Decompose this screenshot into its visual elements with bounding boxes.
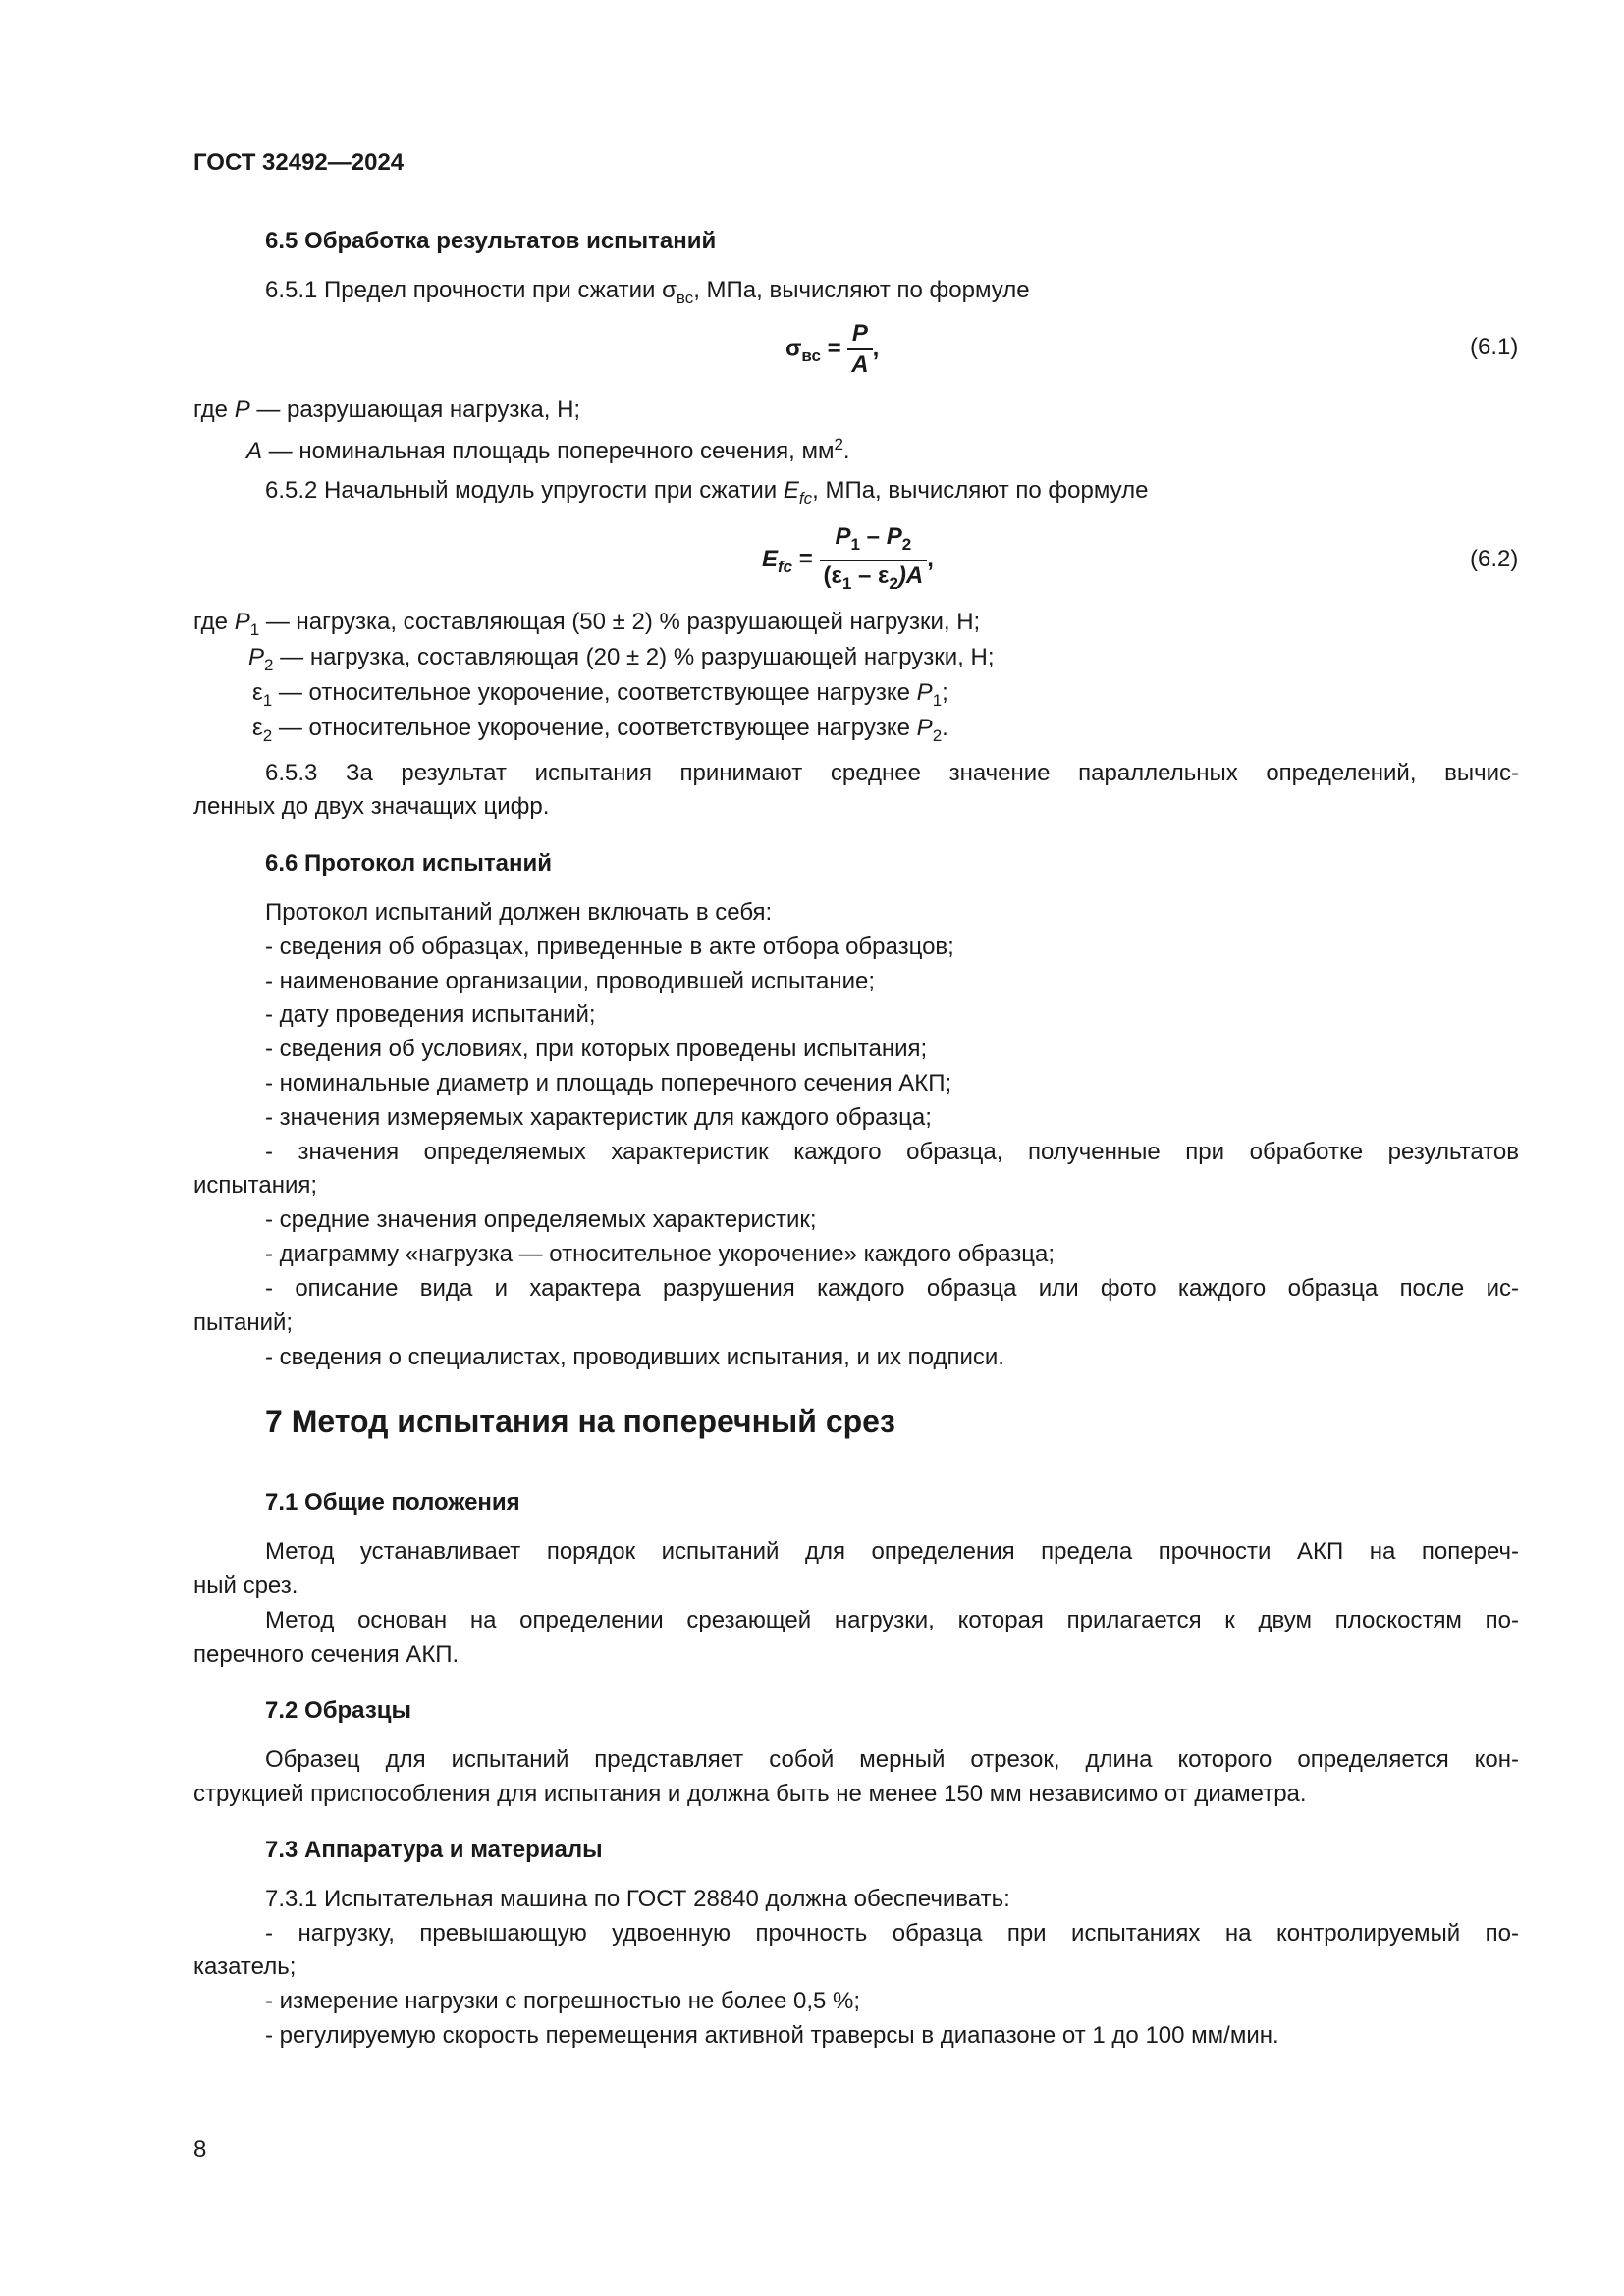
section-7-3-title: 7.3 Аппаратура и материалы [265,1837,603,1863]
section-7-1-title: 7.1 Общие положения [265,1489,520,1516]
where-e1: $\varepsilon_1$ — относительное укорочение, соответствующее нагрузке $P_1$; [252,679,948,710]
list-item: - сведения об образцах, приведенные в акте отбора образцов; [265,934,954,960]
paragraph-7-2-line1: Образец для испытаний представляет собой мерный отрезок, длина которого определяется кон- [265,1746,1519,1773]
paragraph-6-5-3-line1: 6.5.3 За результат испытания принимают среднее значение параллельных определений, вычис- [265,760,1519,786]
paragraph-6-5-3-line2: ленных до двух значащих цифр. [193,793,550,820]
where-p: где P — разрушающая нагрузка, Н; [193,397,581,423]
section-6-5-title: 6.5 Обработка результатов испытаний [265,228,717,254]
list-item: - измерение нагрузки с погрешностью не более 0,5 %; [265,1988,861,2014]
list-item-continuation: пытаний; [193,1309,294,1336]
list-item: - значения измеряемых характеристик для каждого образца; [265,1104,932,1131]
paragraph-7-3-1: 7.3.1 Испытательная машина по ГОСТ 28840 должна обеспечивать: [265,1886,1010,1912]
formula-6-2: $E_{fc}$ = $\frac{P_1 - P_2}{(\varepsilon_1 - \varepsilon_2)A}$ , [762,523,934,598]
section-7-2-title: 7.2 Образцы [265,1697,412,1724]
section-7-title: 7 Метод испытания на поперечный срез [265,1404,895,1439]
document-header: ГОСТ 32492—2024 [193,149,405,176]
list-item-continuation: испытания; [193,1172,318,1199]
formula-6-1: $\sigma_{вс}$ = $\frac{P}{A}$ , [785,320,880,378]
list-item: - средние значения определяемых характеристик; [265,1206,817,1233]
paragraph-6-5-2: 6.5.2 Начальный модуль упругости при сжатии $E_{fc}$, МПа, вычисляют по формуле [265,477,1149,507]
paragraph-7-1-line1: Метод устанавливает порядок испытаний для определения предела прочности АКП на попереч- [265,1538,1519,1565]
paragraph-7-1b-line2: перечного сечения АКП. [193,1641,460,1668]
protocol-intro: Протокол испытаний должен включать в себя: [265,899,773,926]
list-item: - дату проведения испытаний; [265,1001,596,1028]
list-item-continuation: казатель; [193,1953,297,1980]
list-item: - описание вида и характера разрушения каждого образца или фото каждого образца после ис- [265,1275,1519,1302]
equation-number-6-2: (6.2) [1470,546,1519,572]
where-a: A — номинальная площадь поперечного сечения, $мм^2$. [246,435,850,464]
paragraph-7-1b-line1: Метод основан на определении срезающей нагрузки, которая прилагается к двум плоскостям по- [265,1607,1519,1633]
where-p2: $P_2$ — нагрузка, составляющая (20 ± 2) % разрушающей нагрузки, Н; [248,644,995,674]
list-item: - наименование организации, проводившей испытание; [265,968,876,994]
paragraph-6-5-1: 6.5.1 Предел прочности при сжатии $\sigma_{вс}$, МПа, вычисляют по формуле [265,277,1030,307]
fraction: $\frac{P_1 - P_2}{(\varepsilon_1 - \varepsilon_2)A}$ [820,523,928,598]
list-item: - сведения о специалистах, проводивших испытания, и их подписи. [265,1344,1004,1370]
equation-number-6-1: (6.1) [1470,334,1519,360]
where-e2: $\varepsilon_2$ — относительное укорочение, соответствующее нагрузке $P_2$. [252,715,948,745]
paragraph-7-2-line2: струкцией приспособления для испытания и должна быть не менее 150 мм независимо от диаметра. [193,1781,1307,1807]
list-item: - сведения об условиях, при которых проведены испытания; [265,1036,928,1062]
list-item: - нагрузку, превышающую удвоенную прочность образца при испытаниях на контролируемый по- [265,1920,1519,1947]
list-item: - значения определяемых характеристик каждого образца, полученные при обработке результатов [265,1139,1519,1165]
page-number: 8 [193,2136,207,2163]
list-item: - диаграмму «нагрузка — относительное укорочение» каждого образца; [265,1241,1055,1267]
fraction: $\frac{P}{A}$ [847,320,872,379]
where-p1: где $P_1$ — нагрузка, составляющая (50 ± 2) % разрушающей нагрузки, Н; [193,609,981,639]
list-item: - номинальные диаметр и площадь поперечного сечения АКП; [265,1070,952,1096]
section-6-6-title: 6.6 Протокол испытаний [265,850,552,877]
list-item: - регулируемую скорость перемещения активной траверсы в диапазоне от 1 до 100 мм/мин. [265,2022,1279,2049]
paragraph-7-1-line2: ный срез. [193,1573,298,1599]
